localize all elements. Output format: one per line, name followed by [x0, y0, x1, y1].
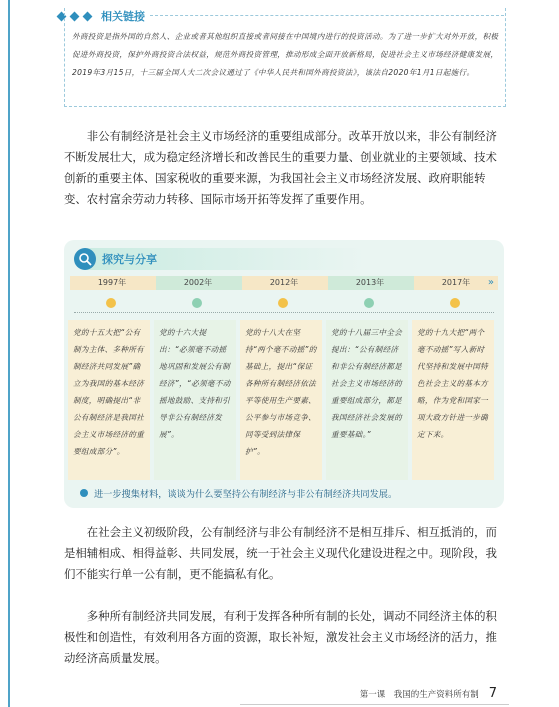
- timeline-year: 2013年: [355, 278, 385, 287]
- timeline-card: 党的十八大在坚持“两个毫不动摇”的基础上，提出“保证各种所有制经济依法平等使用生产要素、公平参与市场竞争、同等受到法律保护”。: [240, 320, 322, 480]
- timeline-pin-icon: [278, 298, 288, 308]
- page-number: 7: [488, 686, 497, 701]
- timeline-year: 1997年: [97, 278, 127, 287]
- paragraph: 在社会主义初级阶段，公有制经济与非公有制经济不是相互排斥、相互抵消的，而是相辅相成、相得益彰、共同发展，统一于社会主义现代化建设进程之中。现阶段，我们不能实行单一公有制，更不能搞私有化。: [64, 525, 497, 581]
- timeline: [70, 276, 498, 290]
- related-links-title: 相关链接: [101, 10, 145, 23]
- margin-rule: [8, 0, 10, 707]
- footer-lesson: 第一课 我国的生产资料所有制: [359, 689, 479, 700]
- dotted-divider: [74, 312, 494, 314]
- timeline-card: 党的十六大提出：“必须毫不动摇地巩固和发展公有制经济”，“必须毫不动摇地鼓励、支持和引导非公有制经济发展”。: [154, 320, 236, 480]
- explore-task-text: 进一步搜集材料，谈谈为什么要坚持公有制经济与非公有制经济共同发展。: [94, 489, 398, 500]
- timeline-year: 2017年: [441, 278, 471, 287]
- bullet-icon: [80, 489, 88, 497]
- chevron-right-icon: »: [487, 277, 494, 288]
- timeline-card: 党的十五大把“公有制为主体、多种所有制经济共同发展”确立为我国的基本经济制度，明确提出“非公有制经济是我国社会主义市场经济的重要组成部分”。: [68, 320, 150, 480]
- paragraph: 非公有制经济是社会主义市场经济的重要组成部分。改革开放以来，非公有制经济不断发展壮大，成为稳定经济增长和改善民生的重要力量、创业就业的主要领域、技术创新的重要主体、国家税收的重要来源，为我国社会主义市场经济发展、政府职能转变、农村富余劳动力转移、国际市场开拓等发挥了重要作用。: [64, 129, 497, 206]
- timeline-pin-icon: [450, 298, 460, 308]
- timeline-year: 2012年: [269, 278, 299, 287]
- timeline-card: 党的十九大把“两个毫不动摇”写入新时代坚持和发展中国特色社会主义的基本方略，作为党和国家一项大政方针进一步确定下来。: [412, 320, 494, 480]
- explore-share-box: [64, 240, 504, 508]
- footer: [360, 686, 497, 701]
- timeline-year: 2002年: [183, 278, 213, 287]
- related-links-text: 外商投资是指外国的自然人、企业或者其他组织直接或者间接在中国境内进行的投资活动。为了进一步扩大对外开放，积极促进外商投资，保护外商投资合法权益，规范外商投资管理，推动形成全面开放新格局，促进社会主义市场经济健康发展，2019年3月15日，十三届全国人大二次会议通过了《中华人民共和国外商投资法》，该法自2020年1月1日起施行。: [72, 32, 499, 77]
- explore-task: [80, 486, 397, 500]
- explore-header: [76, 248, 366, 270]
- footer-rule: [240, 704, 509, 705]
- timeline-card: 党的十八届三中全会提出：“公有制经济和非公有制经济都是社会主义市场经济的重要组成部分，都是我国经济社会发展的重要基础。”: [326, 320, 408, 480]
- paragraph: 多种所有制经济共同发展，有利于发挥各种所有制的长处，调动不同经济主体的积极性和创造性，有效利用各方面的资源，取长补短，激发社会主义市场经济的活力，推动经济高质量发展。: [64, 609, 497, 665]
- explore-icon: [74, 248, 96, 270]
- timeline-pin-icon: [364, 298, 374, 308]
- timeline-pin-icon: [192, 298, 202, 308]
- explore-title: 探究与分享: [102, 253, 157, 266]
- timeline-pin-icon: [106, 298, 116, 308]
